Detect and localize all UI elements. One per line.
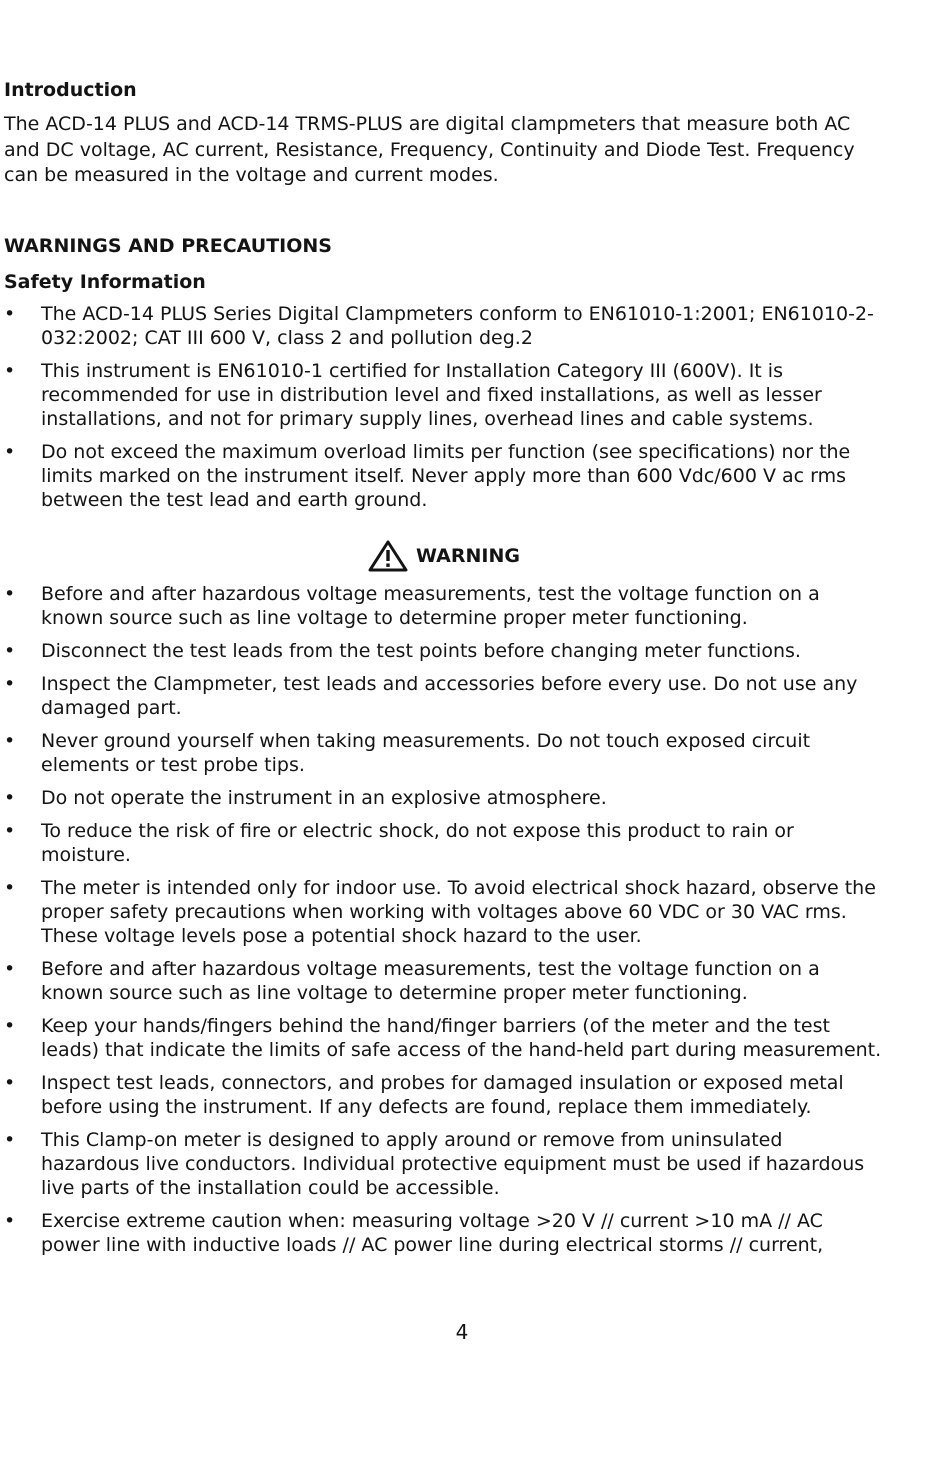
- list-item-text: Never ground yourself when taking measurements. Do not touch exposed circuit elements or test probe tips.: [41, 729, 811, 776]
- list-item-text: This instrument is EN61010-1 certified for Installation Category III (600V). It is recommended for use in distribution level and fixed installations, as well as lesser installations, and not for primary supply lines, overhead lines and cable systems.: [41, 359, 822, 430]
- safety-list: [4, 302, 884, 512]
- bullet: •: [4, 359, 16, 382]
- list-item: [4, 672, 884, 720]
- bullet: •: [4, 786, 16, 809]
- bullet: •: [4, 440, 16, 463]
- list-item-text: Before and after hazardous voltage measurements, test the voltage function on a known source such as line voltage to determine proper meter functioning.: [41, 582, 820, 629]
- list-item: [4, 819, 884, 867]
- list-item-text: The meter is intended only for indoor use. To avoid electrical shock hazard, observe the proper safety precautions when working with voltages above 60 VDC or 30 VAC rms. These voltage levels pose a potential shock hazard to the user.: [41, 876, 876, 947]
- document-page: [4, 78, 884, 1266]
- warning-label: WARNING: [416, 544, 520, 567]
- list-item-text: Inspect test leads, connectors, and probes for damaged insulation or exposed metal before using the instrument. If any defects are found, replace them immediately.: [41, 1071, 844, 1118]
- bullet: •: [4, 582, 16, 605]
- list-item: [4, 876, 884, 948]
- warning-triangle-icon: [368, 540, 416, 572]
- list-item-text: This Clamp-on meter is designed to apply around or remove from uninsulated hazardous live conductors. Individual protective equipment must be used if hazardous live parts of the installation could be accessible.: [41, 1128, 865, 1199]
- bullet: •: [4, 1209, 16, 1232]
- list-item: [4, 957, 884, 1005]
- list-item-text: The ACD-14 PLUS Series Digital Clampmeters conform to EN61010-1:2001; EN61010-2-032:2002; CAT III 600 V, class 2 and pollution deg.2: [41, 302, 874, 349]
- warnings-heading: WARNINGS AND PRECAUTIONS: [4, 234, 332, 257]
- page-number: 4: [455, 1320, 469, 1344]
- list-item-text: Disconnect the test leads from the test points before changing meter functions.: [41, 639, 801, 662]
- list-item-text: Before and after hazardous voltage measurements, test the voltage function on a known source such as line voltage to determine proper meter functioning.: [41, 957, 820, 1004]
- introduction-heading: Introduction: [4, 79, 137, 101]
- list-item-text: Exercise extreme caution when: measuring voltage >20 V // current >10 mA // AC power line with inductive loads // AC power line during electrical storms // current,: [41, 1209, 824, 1256]
- bullet: •: [4, 1071, 16, 1094]
- warning-banner: [4, 540, 884, 572]
- bullet: •: [4, 672, 16, 695]
- list-item-text: Inspect the Clampmeter, test leads and accessories before every use. Do not use any damaged part.: [41, 672, 858, 719]
- list-item: [4, 786, 884, 810]
- list-item: [4, 1209, 884, 1257]
- introduction-paragraph: The ACD-14 PLUS and ACD-14 TRMS-PLUS are digital clampmeters that measure both AC and DC voltage, AC current, Resistance, Frequency, Continuity and Diode Test. Frequency can be measured in the voltage and current modes.: [4, 113, 855, 186]
- bullet: •: [4, 639, 16, 662]
- list-item: [4, 1128, 884, 1200]
- list-item-text: Do not exceed the maximum overload limits per function (see specifications) nor the limits marked on the instrument itself. Never apply more than 600 Vdc/600 V ac rms between the test lead and earth ground.: [41, 440, 851, 511]
- list-item-text: Do not operate the instrument in an explosive atmosphere.: [41, 786, 607, 809]
- bullet: •: [4, 819, 16, 842]
- bullet: •: [4, 876, 16, 899]
- bullet: •: [4, 302, 16, 325]
- bullet: •: [4, 729, 16, 752]
- list-item: [4, 639, 884, 663]
- list-item: [4, 359, 884, 431]
- list-item-text: Keep your hands/fingers behind the hand/finger barriers (of the meter and the test leads) that indicate the limits of safe access of the hand-held part during measurement.: [41, 1014, 882, 1061]
- list-item: [4, 582, 884, 630]
- list-item: [4, 729, 884, 777]
- safety-information-heading: Safety Information: [4, 270, 206, 293]
- warning-list: [4, 582, 884, 1257]
- bullet: •: [4, 957, 16, 980]
- list-item-text: To reduce the risk of fire or electric shock, do not expose this product to rain or moisture.: [41, 819, 794, 866]
- bullet: •: [4, 1128, 16, 1151]
- list-item: [4, 1071, 884, 1119]
- list-item: [4, 302, 884, 350]
- list-item: [4, 440, 884, 512]
- bullet: •: [4, 1014, 16, 1037]
- list-item: [4, 1014, 884, 1062]
